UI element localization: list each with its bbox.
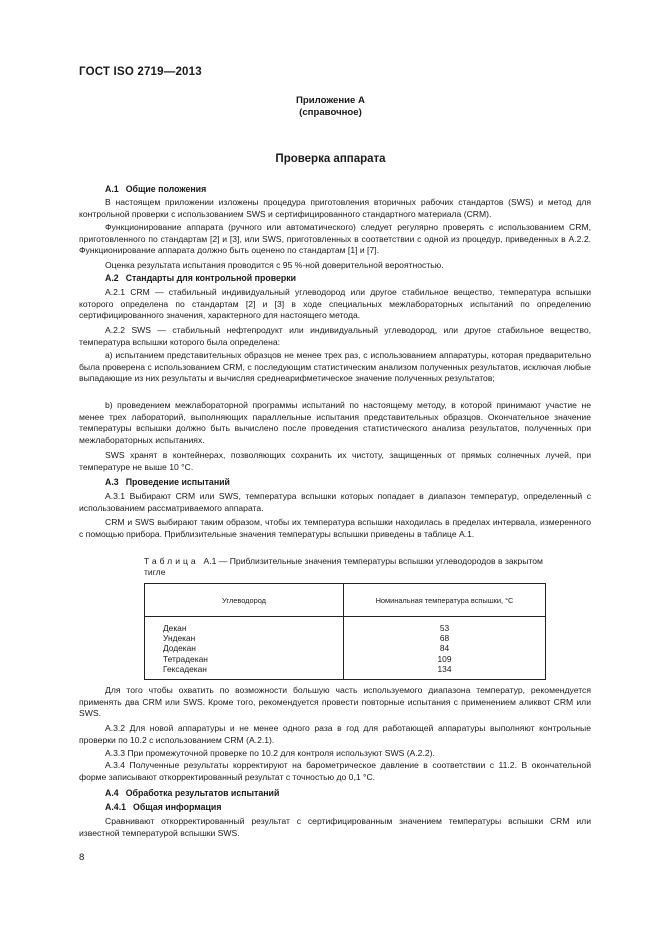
- flash-point-value: 68: [344, 633, 546, 643]
- hydrocarbon-name: Декан: [145, 617, 344, 634]
- page-number: 8: [79, 852, 85, 863]
- paragraph-a2-1: А.2.1 CRM — стабильный индивидуальный углеводород или другое стабильное вещество, температура вспышки которого определена по стандартам [2] и [3] в ходе специальных межлабораторных испытаний по определению сертифицированного значения, характерного для настоящего метода.: [79, 287, 591, 321]
- section-number: А.2: [105, 273, 119, 283]
- table-row: [145, 664, 546, 680]
- section-heading-a4-1: [105, 802, 221, 812]
- page-title: Проверка аппарата: [275, 153, 386, 165]
- section-heading-a3: [105, 477, 230, 487]
- flash-point-value: 109: [344, 654, 546, 664]
- paragraph-a1-functioning: Функционирование аппарата (ручного или автоматического) следует регулярно проверять с использованием CRM, приготовленного по стандартам [2] и [3], или SWS, приготовленных в соответствии с одной из процедур, приведенных в А.2.2. Функционирование аппарата должно быть оценено по стандартам [1] и [7].: [79, 222, 591, 256]
- document-header: ГОСТ ISO 2719—2013: [79, 66, 202, 78]
- appendix-note: (справочное): [299, 107, 362, 118]
- section-title: Общая информация: [133, 802, 222, 812]
- table-caption-word: Таблица: [144, 556, 199, 566]
- flash-point-value: 84: [344, 643, 546, 653]
- hydrocarbon-name: Тетрадекан: [145, 654, 344, 664]
- paragraph-a1-intro: В настоящем приложении изложены процедура приготовления вторичных рабочих стандартов (SWS) и метод для контрольной проверки с использованием SWS и сертифицированного стандартного материала (CRM).: [79, 197, 591, 219]
- hydrocarbon-name: Ундекан: [145, 633, 344, 643]
- table-row: [145, 633, 546, 643]
- paragraph-a2-2: А.2.2 SWS — стабильный нефтепродукт или индивидуальный углеводород, или другое стабильное вещество, температура вспышки которого была определена:: [79, 325, 591, 347]
- paragraph-a3-4: А.3.4 Полученные результаты корректируют на барометрическое давление в соответствии с 11.2. В окончательной форме записывают откорректированный результат с точностью до 0,1 °С.: [79, 760, 591, 782]
- section-number: А.4: [105, 788, 119, 798]
- table-row: [145, 643, 546, 653]
- section-heading-a4: [105, 788, 279, 798]
- hydrocarbon-name: Гексадекан: [145, 664, 344, 680]
- section-title: Общие положения: [125, 184, 207, 194]
- table-caption-text: А.1 — Приблизительные значения температуры вспышки углеводородов в закрытом тигле: [144, 556, 543, 578]
- paragraph-after-table: Для того чтобы охватить по возможности большую часть используемого диапазона температур, рекомендуется применять два CRM или SWS. Кроме того, рекомендуется провести повторные испытания с применением аликвот CRM или SWS.: [79, 685, 591, 719]
- section-title: Стандарты для контрольной проверки: [125, 273, 297, 283]
- section-title: Проведение испытаний: [125, 477, 230, 487]
- table-row: [145, 654, 546, 664]
- paragraph-a2-2-b: b) проведением межлабораторной программы испытаний по настоящему методу, в которой принимают участие не менее трех лабораторий, выполняющих параллельные испытания представительных образцов. Окончательное значение температуры вспышки должно быть вычислено после проведения статистического анализа результатов, полученных при межлабораторных испытаниях.: [79, 400, 591, 445]
- table-row: [145, 617, 546, 634]
- flash-point-table: [144, 583, 546, 680]
- column-header-flash-point: Номинальная температура вспышки, °С: [344, 584, 546, 617]
- section-heading-a1: [105, 184, 206, 194]
- section-number: А.1: [105, 184, 119, 194]
- flash-point-value: 134: [344, 664, 546, 680]
- section-number: А.4.1: [105, 802, 127, 812]
- paragraph-a3-2: А.3.2 Для новой аппаратуры и не менее одного раза в год для работающей аппаратуры выполняют контрольные проверки по 10.2 с использованием CRM (А.2.1).: [79, 723, 591, 745]
- table-header-row: [145, 584, 546, 617]
- column-header-hydrocarbon: Углеводород: [145, 584, 344, 617]
- table-caption: [144, 556, 564, 579]
- paragraph-a3-3: А.3.3 При промежуточной проверке по 10.2 для контроля используют SWS (А.2.2).: [105, 748, 435, 758]
- flash-point-value: 53: [344, 617, 546, 634]
- paragraph-a3-1: А.3.1 Выбирают CRM или SWS, температура вспышки которых попадает в диапазон температур, определенный с использованием рассматриваемого аппарата.: [79, 491, 591, 513]
- paragraph-a3-1-selection: CRM и SWS выбирают таким образом, чтобы их температура вспышки находилась в пределах интервала, измеренного с помощью прибора. Приблизительные значения температуры вспышки приведены в таблице А.1.: [79, 517, 591, 539]
- section-heading-a2: [105, 273, 296, 283]
- paragraph-a1-assessment: Оценка результата испытания проводится с 95 %-ной доверительной вероятностью.: [105, 260, 444, 270]
- section-number: А.3: [105, 477, 119, 487]
- paragraph-a2-2-a: a) испытанием представительных образцов не менее трех раз, с использованием аппаратуры, которая предварительно была проверена с использованием CRM, с последующим статистическим анализом полученных результатов, исключая любые выпадающие из них результаты и вычисляя среднеарифметическое значение полученных результатов;: [79, 350, 591, 384]
- section-title: Обработка результатов испытаний: [125, 788, 280, 798]
- paragraph-a4-1: Сравнивают откорректированный результат с сертифицированным значением температуры вспышки CRM или известной температурой вспышки SWS.: [79, 816, 591, 838]
- paragraph-a2-2-storage: SWS хранят в контейнерах, позволяющих сохранить их чистоту, защищенных от прямых солнечных лучей, при температуре не выше 10 °С.: [79, 450, 591, 472]
- hydrocarbon-name: Додекан: [145, 643, 344, 653]
- appendix-label: Приложение А: [296, 95, 365, 106]
